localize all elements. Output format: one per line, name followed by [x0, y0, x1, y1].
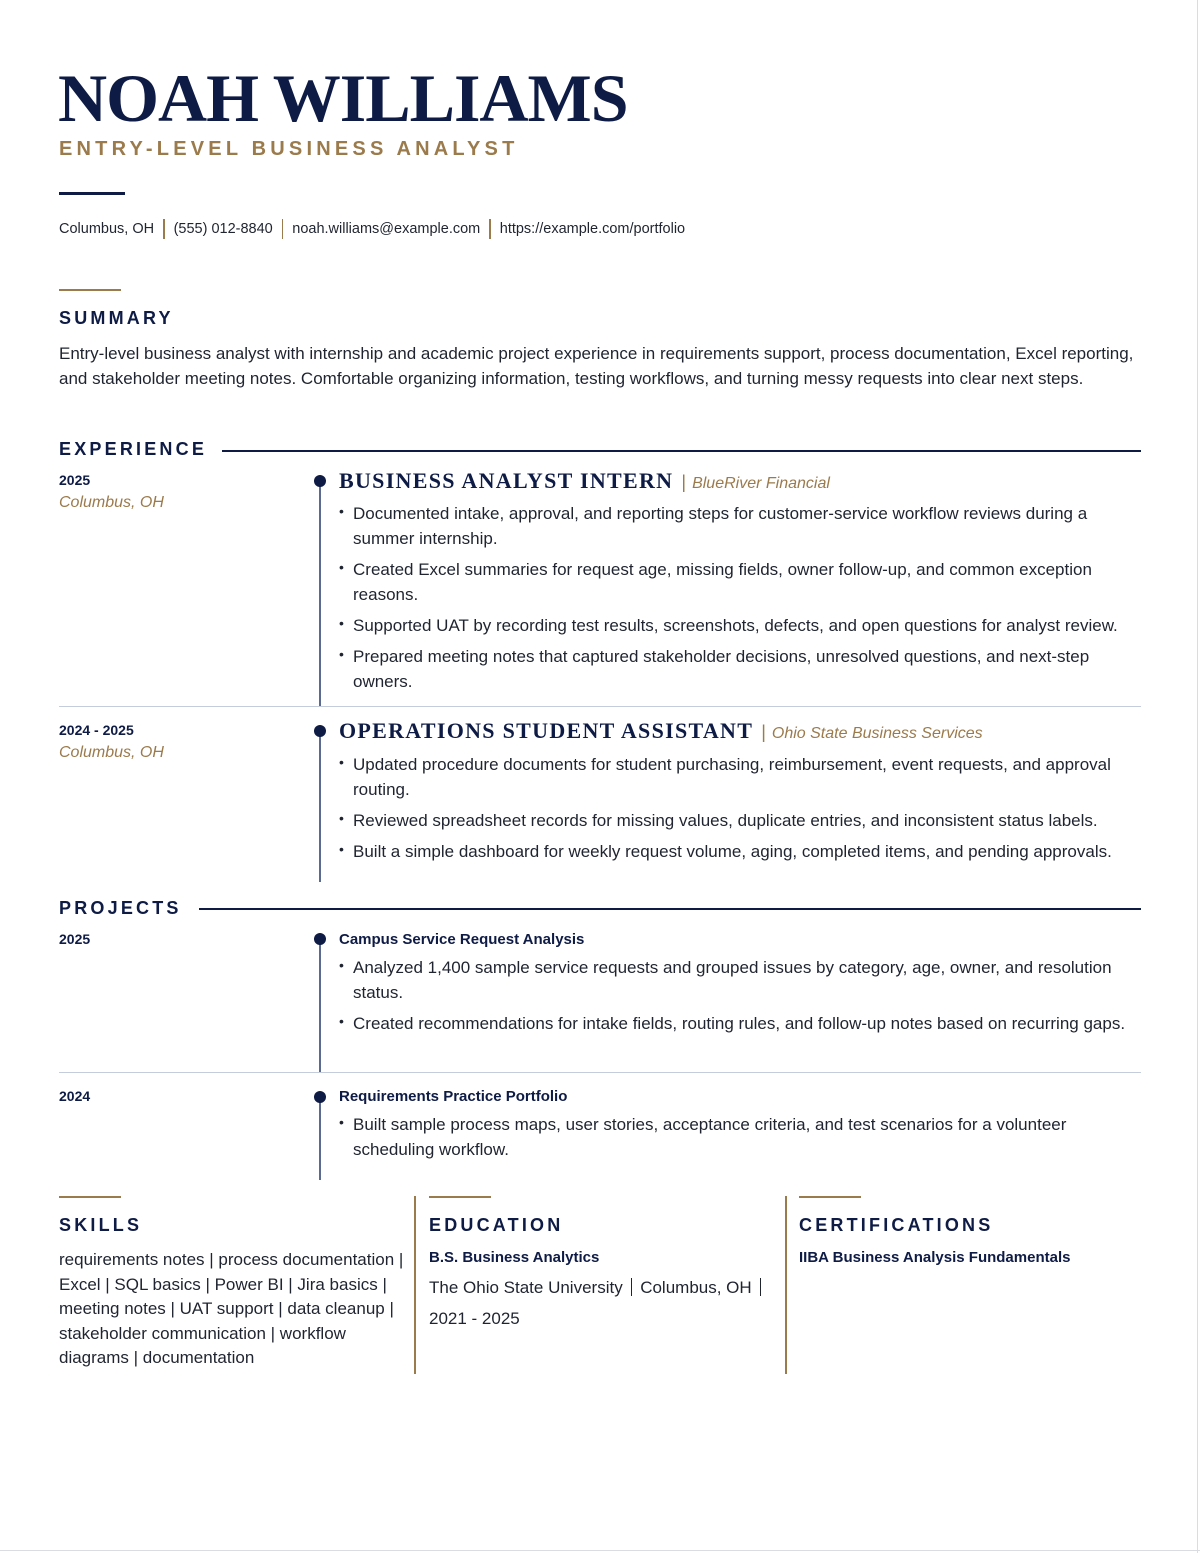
project-title: Requirements Practice Portfolio [339, 1088, 568, 1105]
entry-divider [59, 706, 1141, 707]
entry-heading [339, 718, 983, 744]
title-separator: | [761, 722, 766, 742]
project-title: Campus Service Request Analysis [339, 931, 585, 948]
timeline-dot [314, 725, 326, 737]
timeline-line [319, 939, 321, 1072]
timeline-dot [314, 933, 326, 945]
bullet-item: • Supported UAT by recording test results, screenshots, defects, and open questions for analyst review. [337, 613, 1139, 638]
summary-text: Entry-level business analyst with internship and academic project experience in requirements support, process documentation, Excel reporting, and stakeholder meeting notes. Comfortable organizing information, testing workflows, and turning messy requests into clear next steps. [59, 344, 1134, 388]
bullet-list [337, 1112, 1139, 1168]
page-edge [0, 1550, 1200, 1551]
education-school: The Ohio State University [429, 1278, 623, 1297]
bullet-item: • Created Excel summaries for request age, missing fields, owner follow-up, and common exception reasons. [337, 557, 1139, 607]
timeline-dot [314, 475, 326, 487]
experience-rule [222, 450, 1141, 452]
contact-separator [282, 219, 284, 239]
column-divider [414, 1196, 416, 1374]
project-date: 2025 [59, 931, 91, 947]
company-name: BlueRiver Financial [692, 475, 830, 492]
summary-heading: SUMMARY [59, 308, 174, 328]
entry-location: Columbus, OH [59, 494, 164, 511]
header-rule [59, 192, 125, 195]
entry-heading [339, 468, 830, 494]
bullet-item: • Created recommendations for intake fields, routing rules, and follow-up notes based on recurring gaps. [337, 1011, 1139, 1036]
bullet-item: • Built a simple dashboard for weekly request volume, aging, completed items, and pending approvals. [337, 839, 1139, 864]
skills-heading: SKILLS [59, 1215, 143, 1235]
company-name: Ohio State Business Services [771, 725, 983, 742]
certification-name: IIBA Business Analysis Fundamentals [799, 1249, 1071, 1266]
education-degree: B.S. Business Analytics [429, 1249, 600, 1266]
entry-date: 2025 [59, 472, 91, 488]
candidate-name: NOAH WILLIAMS [58, 60, 628, 136]
bullet-item: • Analyzed 1,400 sample service requests and grouped issues by category, age, owner, and resolution status. [337, 955, 1139, 1005]
detail-separator [631, 1278, 633, 1296]
certifications-heading: CERTIFICATIONS [799, 1215, 994, 1235]
contact-location: Columbus, OH [59, 221, 155, 237]
job-title: OPERATIONS STUDENT ASSISTANT [339, 718, 754, 743]
education-details [429, 1272, 774, 1334]
bullet-item: • Updated procedure documents for student purchasing, reimbursement, event requests, and approval routing. [337, 752, 1139, 802]
bullet-item: • Built sample process maps, user stories, acceptance criteria, and test scenarios for a volunteer scheduling workflow. [337, 1112, 1139, 1162]
bullet-list [337, 752, 1139, 870]
timeline-line [319, 1096, 321, 1180]
contact-email[interactable]: noah.williams@example.com [292, 221, 481, 237]
timeline-line [319, 730, 321, 882]
entry-divider [59, 1072, 1141, 1073]
contact-separator [489, 219, 491, 239]
section-accent-rule [59, 289, 121, 291]
project-date: 2024 [59, 1088, 91, 1104]
projects-heading: PROJECTS [59, 898, 182, 918]
experience-heading: EXPERIENCE [59, 439, 208, 459]
contact-portfolio-link[interactable]: https://example.com/portfolio [499, 221, 686, 237]
bullet-item: • Prepared meeting notes that captured stakeholder decisions, unresolved questions, and next-step owners. [337, 644, 1139, 694]
entry-date: 2024 - 2025 [59, 722, 134, 738]
contact-line [59, 219, 685, 239]
education-location: Columbus, OH [640, 1278, 752, 1297]
bullet-item: • Documented intake, approval, and reporting steps for customer-service workflow reviews during a summer internship. [337, 501, 1139, 551]
detail-separator [760, 1278, 762, 1296]
education-years: 2021 - 2025 [429, 1309, 520, 1328]
section-accent-rule [429, 1196, 491, 1198]
section-accent-rule [799, 1196, 861, 1198]
page-edge [1197, 0, 1198, 1553]
timeline-line [319, 480, 321, 706]
bullet-item: • Reviewed spreadsheet records for missing values, duplicate entries, and inconsistent status labels. [337, 808, 1139, 833]
section-accent-rule [59, 1196, 121, 1198]
skills-text: requirements notes | process documentation | Excel | SQL basics | Power BI | Jira basics | meeting notes | UAT support | data cleanup | stakeholder communication | workflow diagrams | documentation [59, 1250, 404, 1367]
entry-location: Columbus, OH [59, 744, 164, 761]
column-divider [785, 1196, 787, 1374]
projects-rule [199, 908, 1141, 910]
job-title: BUSINESS ANALYST INTERN [339, 468, 674, 493]
contact-separator [163, 219, 165, 239]
candidate-role: ENTRY-LEVEL BUSINESS ANALYST [59, 138, 519, 160]
title-separator: | [681, 472, 687, 492]
education-heading: EDUCATION [429, 1215, 564, 1235]
bullet-list [337, 955, 1139, 1042]
contact-phone: (555) 012-8840 [173, 221, 273, 237]
timeline-dot [314, 1091, 326, 1103]
bullet-list [337, 501, 1139, 700]
